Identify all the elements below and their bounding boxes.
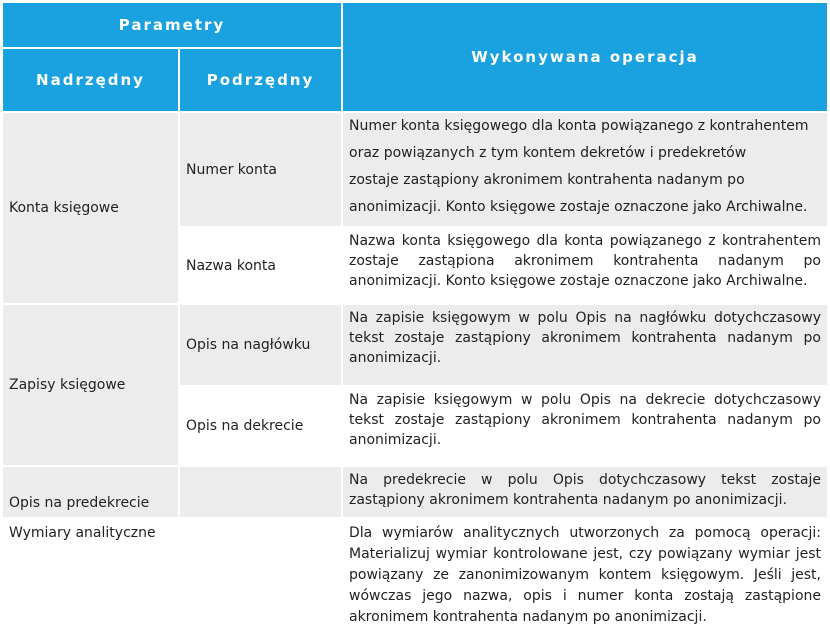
- row-parent-wymiary: [3, 519, 178, 636]
- row-child-opis-dekret-label: Opis na dekrecie: [186, 418, 304, 434]
- row-parent-zapisy: [3, 305, 178, 465]
- row-child-opis-naglowek: [180, 305, 341, 385]
- row-child-opis-dekret: [180, 387, 341, 465]
- desc-text: Na predekrecie w polu Opis dotychczasowy tekst zostaje zastąpiony akronimem kontrahenta nadanym po anonimizacji.: [349, 472, 821, 508]
- desc-text: Dla wymiarów analitycznych utworzonych za pomocą operacji: Materializuj wymiar kontrolowane jest, czy powiązany wymiar jest powiązany ze zanonimizowanym kontem księgowym. Jeśli jest, wówczas jego nazwa, opis i numer konta zostają zastąpione akronimem kontrahenta nadanym po anonimizacji.: [349, 525, 821, 625]
- desc-line: zostaje zastąpiony akronimem kontrahenta nadanym po: [349, 172, 745, 188]
- desc-text: Na zapisie księgowym w polu Opis na dekrecie dotychczasowy tekst zostaje zastąpiony akronimem kontrahenta nadanym po anonimizacji.: [349, 392, 821, 448]
- row-parent-konta-label: Konta księgowe: [9, 200, 119, 216]
- row-desc-opis-dekret: [343, 387, 827, 465]
- header-operation: Wykonywana operacja: [343, 3, 827, 111]
- row-child-predekret-empty: [180, 467, 341, 517]
- row-parent-zapisy-label: Zapisy księgowe: [9, 377, 126, 393]
- row-child-numer-konta-label: Numer konta: [186, 161, 277, 178]
- row-desc-nazwa-konta: [343, 228, 827, 303]
- row-parent-konta: [3, 113, 178, 303]
- row-parent-predekret: [3, 467, 178, 517]
- header-params: Parametry: [3, 3, 341, 47]
- header-parent: Nadrzędny: [3, 49, 178, 111]
- row-desc-wymiary: [343, 519, 827, 636]
- top-cut-edge: [0, 0, 830, 3]
- desc-line: anonimizacji. Konto księgowe zostaje oznaczone jako Archiwalne.: [349, 199, 808, 215]
- header-child: Podrzędny: [180, 49, 341, 111]
- row-desc-opis-naglowek: [343, 305, 827, 385]
- row-child-nazwa-konta-label: Nazwa konta: [186, 257, 276, 274]
- row-child-nazwa-konta: [180, 228, 341, 303]
- row-child-opis-naglowek-label: Opis na nagłówku: [186, 337, 311, 353]
- desc-text: Nazwa konta księgowego dla konta powiązanego z kontrahentem zostaje zastąpiona akronimem kontrahenta nadanym po anonimizacji. Konto księgowe zostaje oznaczone jako Archiwalne.: [349, 233, 821, 289]
- row-child-wymiary-empty: [180, 519, 341, 636]
- row-desc-predekret: [343, 467, 827, 517]
- desc-line: oraz powiązanych z tym kontem dekretów i predekretów: [349, 145, 747, 161]
- row-parent-wymiary-label: Wymiary analityczne: [9, 525, 156, 541]
- row-child-numer-konta: [180, 113, 341, 226]
- row-desc-numer-konta: [343, 113, 827, 226]
- row-parent-predekret-label: Opis na predekrecie: [9, 495, 150, 511]
- desc-line: Numer konta księgowego dla konta powiązanego z kontrahentem: [349, 118, 809, 134]
- desc-text: Na zapisie księgowym w polu Opis na nagłówku dotychczasowy tekst zostaje zastąpiony akronimem kontrahenta nadanym po anonimizacji.: [349, 310, 821, 366]
